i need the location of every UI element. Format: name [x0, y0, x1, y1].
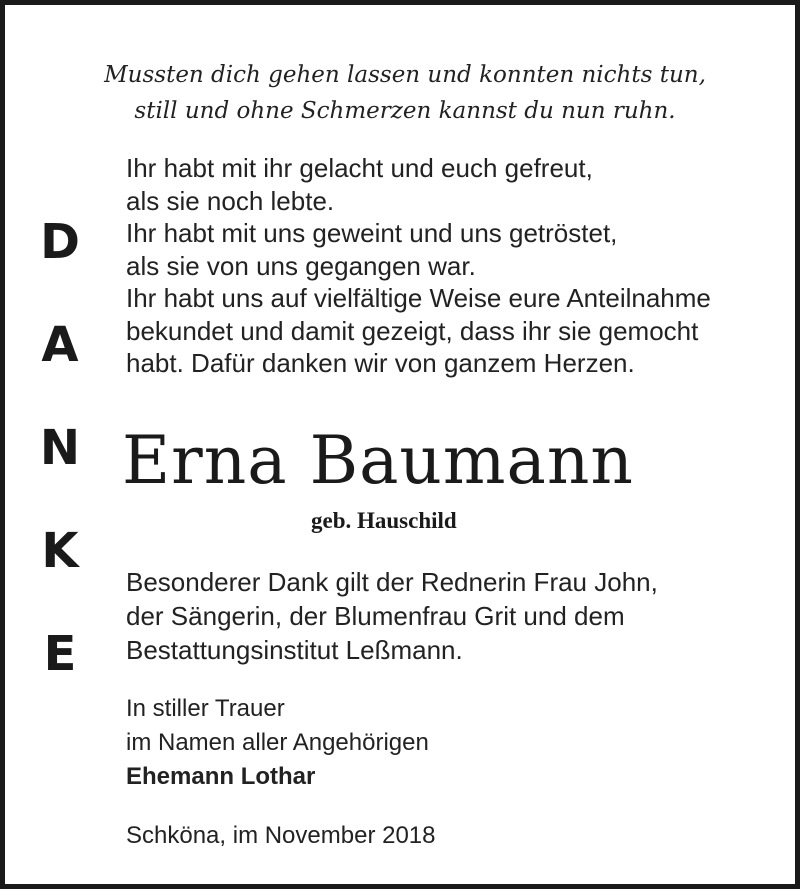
deceased-name: Erna Baumann	[122, 422, 634, 499]
danke-letter: D	[40, 214, 80, 270]
thank-you-message	[126, 152, 711, 380]
verse-line: still und ohne Schmerzen kannst du nun ruhn.	[134, 98, 676, 124]
mourning-line: im Namen aller Angehörigen	[126, 729, 429, 756]
message-line: Ihr habt mit uns geweint und uns getröstet,	[126, 218, 618, 248]
mourning-block	[126, 692, 429, 794]
message-line: als sie von uns gegangen war.	[126, 250, 476, 281]
special-thanks	[126, 565, 658, 667]
maiden-name: geb. Hauschild	[311, 508, 457, 533]
thanks-line: der Sängerin, der Blumenfrau Grit und dem	[126, 601, 625, 631]
place-date: Schköna, im November 2018	[126, 822, 436, 849]
message-line: Ihr habt mit ihr gelacht und euch gefreut,	[126, 153, 593, 183]
message-line: als sie noch lebte.	[126, 185, 335, 216]
verse	[5, 57, 800, 129]
danke-letter: N	[39, 420, 81, 476]
verse-line: Mussten dich gehen lassen und konnten nichts tun,	[104, 62, 706, 88]
danke-vertical	[30, 210, 90, 725]
danke-letter: K	[41, 523, 79, 579]
thanks-line: Besonderer Dank gilt der Rednerin Frau John,	[126, 567, 658, 597]
message-line: Ihr habt uns auf vielfältige Weise eure Anteilnahme	[126, 283, 711, 313]
signer-name: Ehemann Lothar	[126, 763, 316, 790]
danke-letter: E	[43, 626, 77, 682]
danke-letter: A	[41, 317, 79, 373]
mourning-line: In stiller Trauer	[126, 695, 285, 722]
message-line: bekundet und damit gezeigt, dass ihr sie gemocht	[126, 315, 699, 346]
message-line: habt. Dafür danken wir von ganzem Herzen.	[126, 348, 635, 378]
thanks-line: Bestattungsinstitut Leßmann.	[126, 635, 463, 665]
